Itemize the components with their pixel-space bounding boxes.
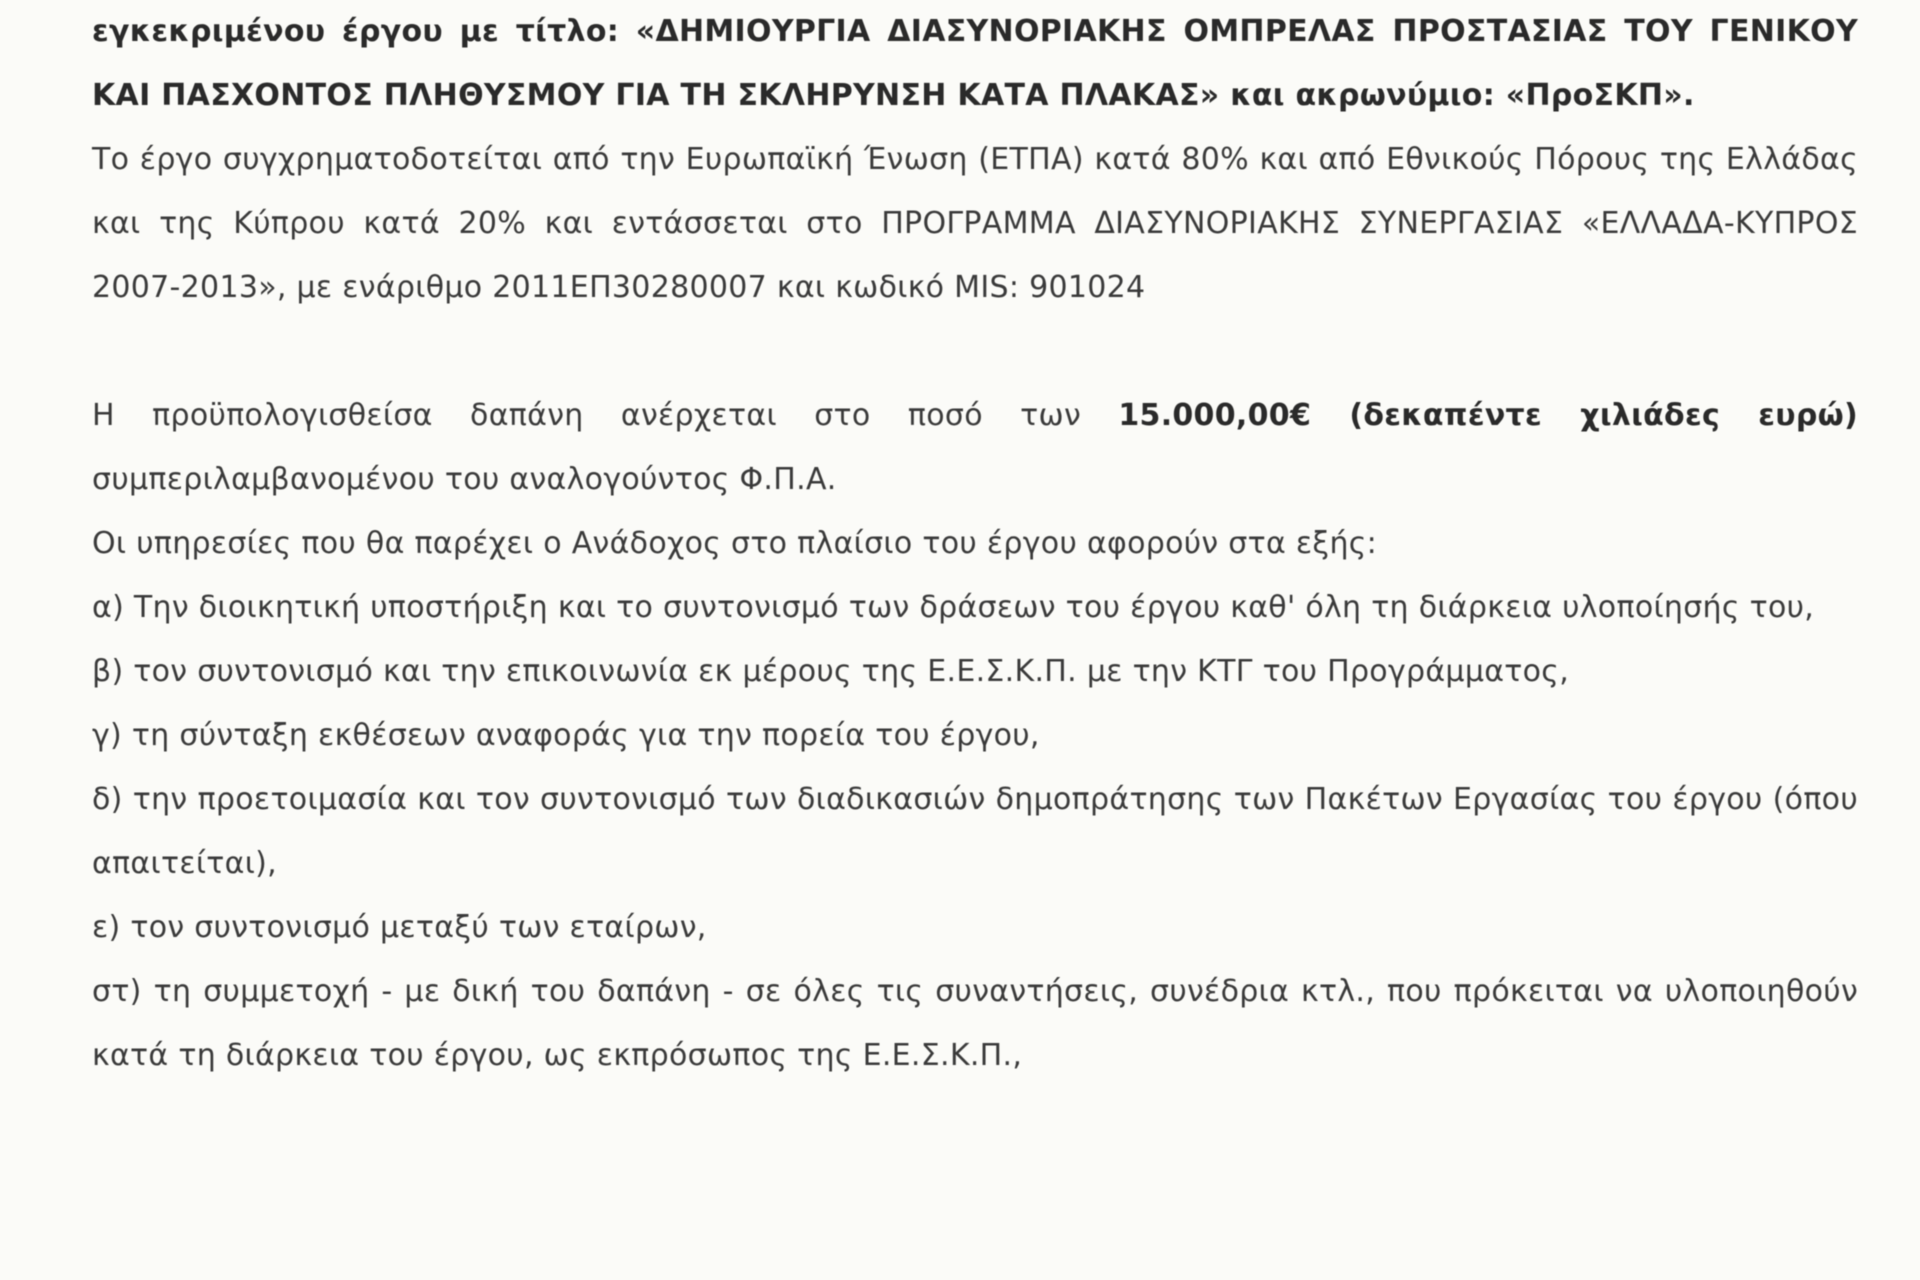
project-title-text [92, 0, 1858, 128]
service-item-d: δ) την προετοιμασία και τον συντονισμό των διαδικασιών δημοπράτησης των Πακέτων Εργασίας του έργου (όπου απαιτείται), [92, 782, 1858, 881]
services-intro: Οι υπηρεσίες που θα παρέχει ο Ανάδοχος στο πλαίσιο του έργου αφορούν στα εξής: [92, 526, 1378, 561]
budget-amount: 15.000,00€ (δεκαπέντε χιλιάδες ευρώ) [1118, 398, 1858, 433]
service-item-c: γ) τη σύνταξη εκθέσεων αναφοράς για την πορεία του έργου, [92, 718, 1040, 753]
service-item-a: α) Την διοικητική υποστήριξη και το συντονισμό των δράσεων του έργου καθ' όλη τη διάρκεια υλοποίησής του, [92, 590, 1815, 625]
service-item-st: στ) τη συμμετοχή - με δική του δαπάνη - σε όλες τις συναντήσεις, συνέδρια κτλ., που πρόκειται να υλοποιηθούν κατά τη διάρκεια του έργου, ως εκπρόσωπος της Ε.Ε.Σ.Κ.Π., [92, 974, 1858, 1073]
funding-text: Το έργο συγχρηματοδοτείται από την Ευρωπαϊκή Ένωση (ΕΤΠΑ) κατά 80% και από Εθνικούς Πόρους της Ελλάδας και της Κύπρου κατά 20% και εντάσσεται στο ΠΡΟΓΡΑΜΜΑ ΔΙΑΣΥΝΟΡΙΑΚΗΣ ΣΥΝΕΡΓΑΣΙΑΣ «ΕΛΛΑΔΑ-ΚΥΠΡΟΣ 2007-2013», με ενάριθμο 2011ΕΠ30280007 και κωδικό ΜΙS: 901024 [92, 142, 1858, 305]
budget-lead: Η προϋπολογισθείσα δαπάνη ανέρχεται στο ποσό των [92, 398, 1119, 433]
document-page [92, 0, 1858, 1280]
service-item-b: β) τον συντονισμό και την επικοινωνία εκ μέρους της Ε.Ε.Σ.Κ.Π. με την ΚΤΓ του Προγράμματος, [92, 654, 1570, 689]
acronym-lead: και ακρωνύμιο: [1219, 78, 1506, 113]
service-item-e: ε) τον συντονισμό μεταξύ των εταίρων, [92, 910, 707, 945]
project-lead-text: εγκεκριμένου έργου με τίτλο: [92, 14, 636, 49]
budget-paragraph [92, 384, 1858, 512]
budget-text [92, 384, 1858, 512]
project-title-paragraph [92, 0, 1858, 128]
services-list [92, 512, 1858, 1088]
project-acronym: «ΠροΣΚΠ» [1505, 78, 1683, 113]
project-title: «ΔΗΜΙΟΥΡΓΙΑ ΔΙΑΣΥΝΟΡΙΑΚΗΣ ΟΜΠΡΕΛΑΣ ΠΡΟΣΤΑΣΙΑΣ ΤΟΥ ΓΕΝΙΚΟΥ ΚΑΙ ΠΑΣΧΟΝΤΟΣ ΠΛΗΘΥΣΜΟΥ ΓΙΑ ΤΗ ΣΚΛΗΡΥΝΣΗ ΚΑΤΑ ΠΛΑΚΑΣ» [92, 14, 1858, 113]
paragraph-gap [92, 320, 1858, 384]
title-end: . [1682, 78, 1695, 113]
budget-end: συμπεριλαμβανομένου του αναλογούντος Φ.Π.Α. [92, 462, 837, 497]
funding-paragraph [92, 128, 1858, 320]
